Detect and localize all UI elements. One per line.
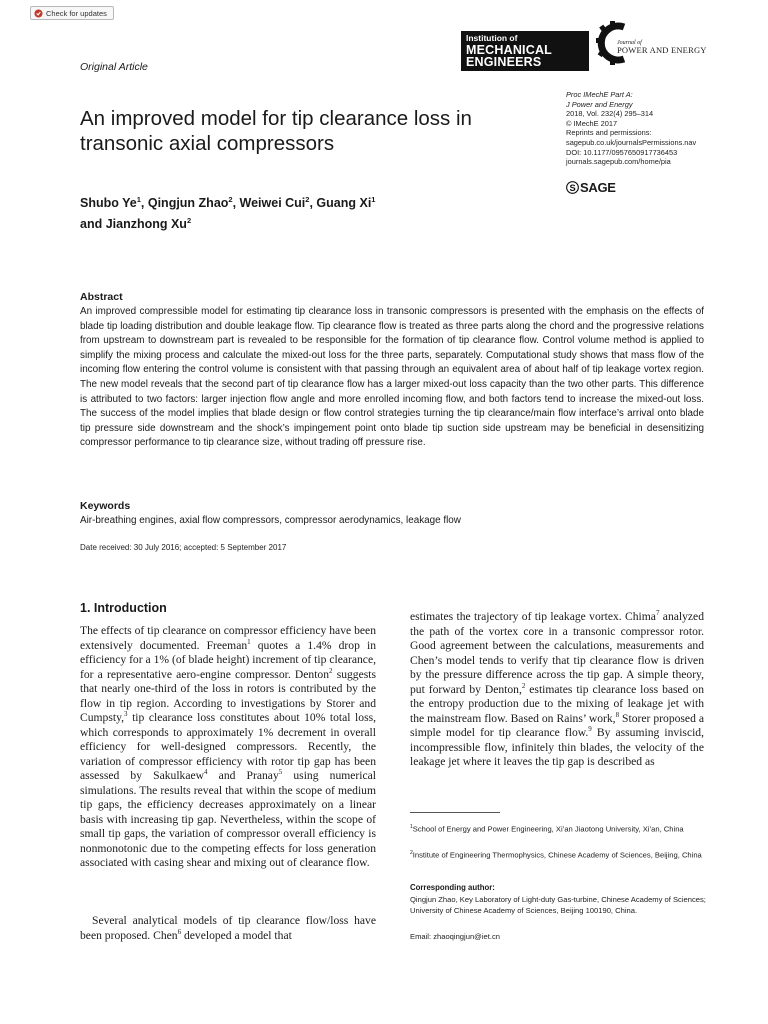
corresponding-author-text: Qingjun Zhao, Key Laboratory of Light-duty Gas-turbine, Chinese Academy of Sciences; University of Chinese Academy of Sciences, Beijing 100190, China. (410, 895, 706, 915)
reprints-link[interactable]: sagepub.co.uk/journalsPermissions.nav (566, 137, 697, 147)
section-heading-introduction: 1. Introduction (80, 601, 167, 615)
journal-home-link[interactable]: journals.sagepub.com/home/pia (566, 157, 671, 167)
check-for-updates-button[interactable] (30, 6, 114, 20)
author-affiliation-mark: 1 (136, 195, 141, 204)
affiliation-1-text: School of Energy and Power Engineering, Xi’an Jiaotong University, Xi’an, China (412, 824, 684, 834)
journal-abbrev: Proc IMechE Part A: (566, 90, 633, 99)
citation-reference[interactable]: 5 (278, 768, 283, 777)
doi[interactable]: DOI: 10.1177/0957650917736453 (566, 147, 678, 157)
citation-reference[interactable]: 1 (247, 637, 251, 646)
citation-reference[interactable]: 8 (615, 710, 620, 719)
citation-reference[interactable]: 6 (177, 927, 182, 936)
logo-line-2: MECHANICAL (466, 42, 553, 57)
author-name: and Jianzhong Xu (80, 217, 187, 232)
journal-full: J Power and Energy (566, 99, 633, 109)
logo-line-3: ENGINEERS (466, 55, 542, 69)
citation-reference[interactable]: 2 (521, 681, 526, 690)
sage-logo (566, 180, 616, 195)
received-dates: Date received: 30 July 2016; accepted: 5 September 2017 (80, 543, 287, 552)
logo-line-1: Institution of (466, 33, 518, 43)
affiliation-1-number: 1 (410, 824, 413, 830)
check-for-updates-label: Check for updates (46, 8, 107, 18)
article-type: Original Article (80, 61, 148, 73)
abstract-heading: Abstract (80, 291, 123, 303)
author-list: Shubo Ye$^1$, Qingjun Zhao$^2$, Weiwei Cui$^2$, Guang Xi$^1$ and Jianzhong Xu$^2$ (80, 195, 376, 232)
citation-reference[interactable]: 9 (588, 725, 592, 734)
reprints-label: Reprints and permissions: (566, 128, 652, 138)
abstract-text: An improved compressible model for estimating tip clearance loss in transonic compressors is presented with the emphasis on the effects of blade tip loading distribution and double leakage flow. Tip clearance flow is treated as three parts along the chord and the progressive relations from upstream to downstream part is revealed to be responsible for the formation of tip clearance flow. Control volume method is applied to simplify the mixing process and calculate the mixed-out loss for the three parts, separately. Computational study shows that mass flow of the incoming flow entering the control volume is consistent with that passing through an equivalent area of about half of tip leakage vortex region. The new model reveals that the second part of tip clearance flow has a larger mixed-out loss capacity than the two other parts. This difference is attributed to two factors: larger injection flow angle and more enrolled incoming flow, and both factors tend to increase the mixed-out loss. The success of the model implies that blade design or flow control strategies turning the tip clearance/main flow interface’s arrival onto blade tip pressure side downstream and the shock’s impingement point onto blade tip suction side upstream may be beneficial in desensitizing compressor performance to tip clearance size, without trading off pressure rise. (80, 306, 704, 449)
citation-reference[interactable]: 2 (329, 666, 333, 675)
affiliation-2 (410, 848, 710, 861)
copyright: © IMechE 2017 (566, 118, 618, 128)
footnote-divider (410, 812, 500, 813)
affiliation-2-text: Institute of Engineering Thermophysics, Chinese Academy of Sciences, Beijing, China (412, 850, 702, 860)
intro-paragraph-continued: estimates the trajectory of tip leakage vortex. Chima$^7$ analyzed the path of the vortex core in a transonic compressor rotor. Good agreement between the calculations, measurements and Chen’s model tends to verify that tip clearance flow is driven by the pressure difference across the tip gap. A simple theory, put forward by Denton,$^2$ estimates tip clearance loss based on the entropy production due to the mixing of leakage jet with the mainstream flow. Based on Rains’ work,$^8$ Storer proposed a simple model for tip clearance flow.$^9$ By assuming inviscid, incompressible flow, infinitely thin blades, the velocity of the leakage jet where it leaves the tip gap is described as (410, 609, 705, 768)
citation-reference[interactable]: 3 (124, 710, 128, 719)
author-affiliation-mark: 1 (371, 195, 376, 204)
keywords-text: Air-breathing engines, axial flow compressors, compressor aerodynamics, leakage flow (80, 515, 461, 526)
author-affiliation-mark: 2 (228, 195, 233, 204)
imeche-logo (461, 31, 589, 71)
author-name: Weiwei Cui (239, 196, 306, 211)
affiliation-2-number: 2 (410, 850, 413, 856)
author-name: Shubo Ye (80, 196, 137, 211)
journal-name-line-1: Journal of (617, 40, 642, 46)
sage-s-icon (566, 181, 579, 194)
author-affiliation-mark: 2 (305, 195, 310, 204)
author-affiliation-mark: 2 (186, 216, 192, 226)
publication-meta (566, 90, 741, 167)
citation-reference[interactable]: 7 (655, 609, 660, 618)
affiliation-1 (410, 822, 710, 835)
corresponding-author-email[interactable]: Email: zhaoqingjun@iet.cn (410, 932, 501, 941)
article-title: An improved model for tip clearance loss in transonic axial compressors (80, 107, 472, 155)
journal-name-line-2: POWER AND ENERGY (617, 45, 707, 56)
keywords-heading: Keywords (80, 500, 131, 512)
sage-logo-text: SAGE (580, 180, 616, 195)
intro-paragraph-1: The effects of tip clearance on compressor efficiency have been extensively documented. Freeman$^1$ quotes a 1.4% drop in efficiency for a 1% (of blade height) increment of tip clearance, for a representative aero-engine compressor. Denton$^2$ suggests that nearly one-third of the loss in rotors is contributed by the flow in tip region. According to investigations by Storer and Cumpsty,$^3$ tip clearance loss constitutes about 10% total loss, which corresponds to approximately 1% decrement in overall efficiency for well-designed compressors. Recently, the variation of compressor efficiency with rotor tip gap has been assessed by Sakulkaew$^4$ and Pranay$^5$ using numerical simulations. The results reveal that within the scope of medium tip gaps, the efficiency decreases approximately on a linear basis with increasing tip gap. Nevertheless, within the scope of small tip gaps, the variation of compressor overall efficiency is nonmonotonic due to the competing effects for loss generation associated with casing shear and mixing out of clearance flow. (80, 624, 377, 869)
author-name: Guang Xi (316, 196, 372, 211)
corresponding-author-heading: Corresponding author: (410, 883, 495, 892)
author-name: Qingjun Zhao (147, 196, 229, 211)
volume-info: 2018, Vol. 232(4) 295–314 (566, 109, 654, 119)
journal-name (617, 40, 707, 55)
citation-reference[interactable]: 4 (204, 768, 208, 777)
intro-paragraph-2: Several analytical models of tip clearance flow/loss have been proposed. Chen$^6$ developed a model that (80, 914, 376, 942)
crossmark-icon (34, 9, 43, 18)
svg-text:S: S (569, 182, 576, 193)
